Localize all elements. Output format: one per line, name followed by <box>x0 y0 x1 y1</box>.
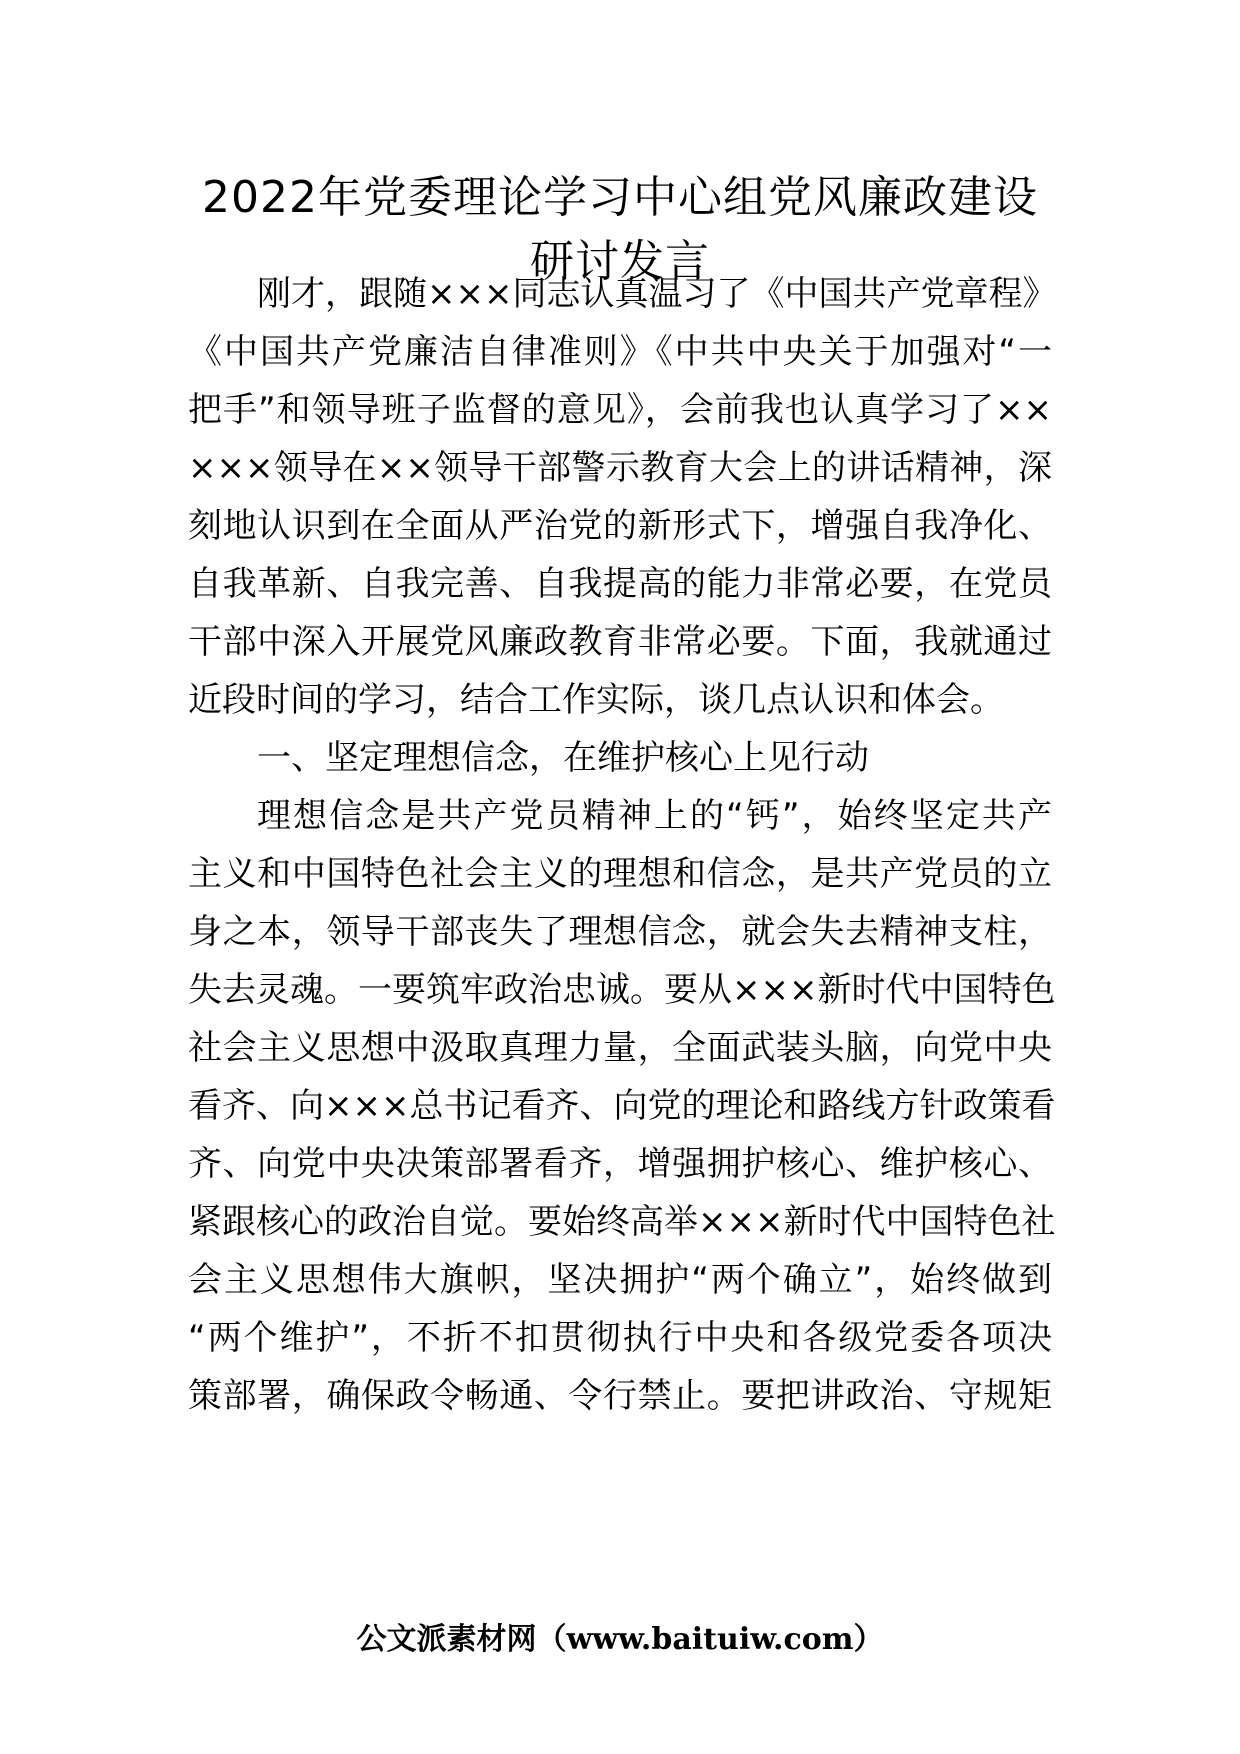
footer-watermark-text: 公文派素材网（www.baituiw.com） <box>356 1622 884 1657</box>
paragraph-line: 近段时间的学习，结合工作实际，谈几点认识和体会。 <box>188 680 1004 720</box>
paragraph-line: 理想信念是共产党员精神上的“钙”，始终坚定共产 <box>257 796 1052 836</box>
paragraph-line: 把手”和领导班子监督的意见》，会前我也认真学习了×× <box>188 390 1052 430</box>
paragraph-line: 《中国共产党廉洁自律准则》《中共中央关于加强对“一 <box>188 332 1052 372</box>
paragraph-line: 刚才，跟随×××同志认真温习了《中国共产党章程》 <box>257 274 1057 314</box>
paragraph-line: 身之本，领导干部丧失了理想信念，就会失去精神支柱， <box>188 912 1052 952</box>
paragraph-line: 看齐、向×××总书记看齐、向党的理论和路线方针政策看 <box>188 1086 1056 1126</box>
paragraph-line: ×××领导在××领导干部警示教育大会上的讲话精神，深 <box>188 448 1052 488</box>
paragraph-line: 紧跟核心的政治自觉。要始终高举×××新时代中国特色社 <box>188 1202 1056 1242</box>
section-heading: 一、坚定理想信念，在维护核心上见行动 <box>257 738 869 778</box>
paragraph-line: 干部中深入开展党风廉政教育非常必要。下面，我就通过 <box>188 622 1052 662</box>
paragraph-line: 主义和中国特色社会主义的理想和信念，是共产党员的立 <box>188 854 1052 894</box>
paragraph-line: 会主义思想伟大旗帜，坚决拥护“两个确立”，始终做到 <box>188 1260 1052 1300</box>
document-title-line-2: 研讨发言 <box>530 236 710 287</box>
paragraph-line: 刻地认识到在全面从严治党的新形式下，增强自我净化、 <box>188 506 1052 546</box>
paragraph-line: 齐、向党中央决策部署看齐，增强拥护核心、维护核心、 <box>188 1144 1052 1184</box>
paragraph-line: 社会主义思想中汲取真理力量，全面武装头脑，向党中央 <box>188 1028 1052 1068</box>
paragraph-line: 自我革新、自我完善、自我提高的能力非常必要，在党员 <box>188 564 1052 604</box>
paragraph-line: 策部署，确保政令畅通、令行禁止。要把讲政治、守规矩 <box>188 1376 1052 1416</box>
paragraph-line: “两个维护”，不折不扣贯彻执行中央和各级党委各项决 <box>188 1318 1052 1358</box>
paragraph-line: 失去灵魂。一要筑牢政治忠诚。要从×××新时代中国特色 <box>188 970 1056 1010</box>
document-title-line-1: 2022年党委理论学习中心组党风廉政建设 <box>202 172 1038 223</box>
